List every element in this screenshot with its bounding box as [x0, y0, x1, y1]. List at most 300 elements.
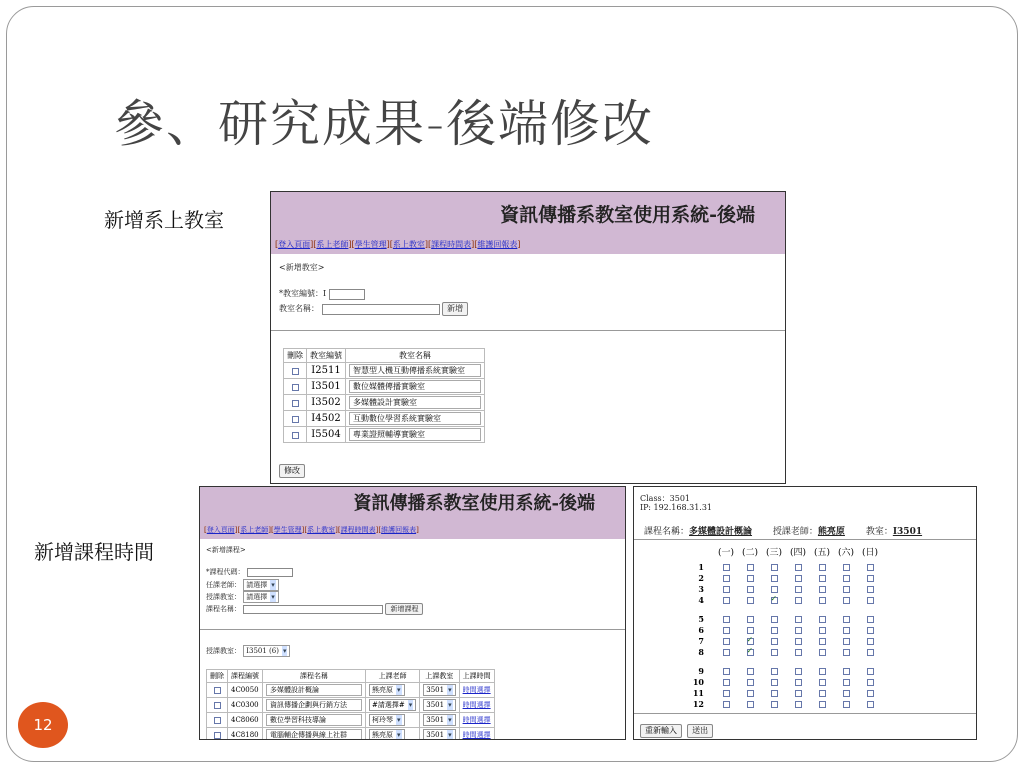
room-cell — [420, 698, 459, 713]
time-slot-checkbox[interactable] — [723, 627, 730, 634]
room-select-value: 3501 — [426, 686, 445, 694]
time-slot-checkbox[interactable] — [747, 679, 754, 686]
course-name-cell — [263, 698, 366, 713]
time-slot-checkbox[interactable] — [747, 597, 754, 604]
nav-bracket: ] — [234, 526, 238, 534]
time-slot-checkbox[interactable] — [795, 679, 802, 686]
time-select-link[interactable]: 時間選擇 — [462, 686, 491, 694]
time-slot-checkbox[interactable] — [843, 638, 850, 645]
time-slot-checkbox[interactable] — [819, 616, 826, 623]
table-row — [207, 713, 495, 728]
time-slot-checkbox[interactable] — [867, 627, 874, 634]
slot-cell — [786, 625, 810, 634]
nav-link-1[interactable]: 系上老師 — [240, 526, 269, 534]
slot-cell — [786, 699, 810, 708]
teacher-select-value: 熊亮原 — [372, 686, 393, 694]
time-slot-checkbox[interactable] — [795, 701, 802, 708]
period-row — [690, 594, 882, 605]
slot-cell — [714, 614, 738, 623]
nav-link-2[interactable]: 學生管理 — [354, 240, 387, 249]
chevron-down-icon: ▾ — [271, 581, 275, 589]
classroom-name-value[interactable]: 多媒體設計實驗室 — [349, 396, 481, 409]
time-slot-checkbox[interactable] — [843, 575, 850, 582]
course-name-value[interactable]: 多媒體設計概論 — [266, 684, 362, 696]
delete-checkbox[interactable] — [214, 732, 221, 739]
time-slot-checkbox[interactable] — [747, 575, 754, 582]
teacher-cell — [366, 683, 420, 698]
time-select-link[interactable]: 時間選擇 — [462, 701, 491, 709]
time-slot-checkbox[interactable] — [867, 668, 874, 675]
slot-cell — [810, 688, 834, 697]
slot-cell — [834, 688, 858, 697]
classroom-id-cell: I3501 — [307, 379, 346, 395]
period-label: 9 — [698, 665, 704, 676]
classroom-name-cell — [346, 427, 485, 443]
slot-cell — [786, 666, 810, 675]
add-course-button[interactable]: 新增課程 — [385, 603, 423, 615]
teacher-label: 任課老師： — [206, 581, 241, 589]
chevron-down-icon: ▾ — [448, 686, 452, 694]
time-slot-checkbox[interactable] — [723, 668, 730, 675]
slot-cell — [738, 699, 762, 708]
classroom-screenshot — [270, 191, 786, 484]
classroom-name-value[interactable]: 數位媒體傳播實驗室 — [349, 380, 481, 393]
period-row — [690, 646, 882, 657]
delete-checkbox[interactable] — [292, 416, 299, 423]
header-room: 上課教室 — [420, 670, 459, 683]
nav-link-0[interactable]: 登入頁面 — [206, 526, 235, 534]
course-table — [206, 669, 495, 740]
slot-cell — [714, 595, 738, 604]
slot-cell — [714, 677, 738, 686]
time-slot-checkbox[interactable] — [723, 701, 730, 708]
time-slot-checkbox[interactable] — [819, 649, 826, 656]
header-course-name: 課程名稱 — [263, 670, 366, 683]
time-slot-checkbox[interactable] — [843, 627, 850, 634]
classroom-table — [283, 348, 485, 443]
course-name-input[interactable] — [243, 605, 383, 614]
time-slot-checkbox[interactable] — [747, 638, 754, 645]
time-select-link[interactable]: 時間選擇 — [462, 716, 491, 724]
chevron-down-icon: ▾ — [448, 716, 452, 724]
nav-link-4[interactable]: 課程時間表 — [431, 240, 472, 249]
slot-cell — [786, 562, 810, 571]
time-slot-checkbox[interactable] — [795, 616, 802, 623]
course-name-value[interactable]: 電腦輔企傳播與線上社群 — [266, 729, 362, 740]
nav-bracket: ] — [471, 240, 475, 249]
slot-cell — [738, 562, 762, 571]
slot-cell — [738, 573, 762, 582]
banner-title: 資訊傳播系教室使用系統-後端 — [353, 493, 595, 514]
time-slot-checkbox[interactable] — [843, 668, 850, 675]
course-info-row — [644, 524, 922, 537]
nav-bar — [204, 525, 419, 535]
nav-bracket: [ — [304, 526, 308, 534]
slot-cell — [714, 573, 738, 582]
time-slot-checkbox[interactable] — [747, 616, 754, 623]
time-slot-checkbox[interactable] — [819, 668, 826, 675]
slot-cell — [786, 595, 810, 604]
time-slot-checkbox[interactable] — [771, 616, 778, 623]
time-slot-checkbox[interactable] — [723, 649, 730, 656]
time-slot-checkbox[interactable] — [795, 690, 802, 697]
nav-bracket: ] — [268, 526, 271, 534]
time-slot-checkbox[interactable] — [795, 564, 802, 571]
time-slot-checkbox[interactable] — [819, 638, 826, 645]
time-slot-checkbox[interactable] — [771, 701, 778, 708]
chevron-down-icon: ▾ — [448, 701, 452, 709]
slide-title: 參、研究成果-後端修改 — [114, 95, 655, 153]
teacher-cell — [366, 698, 420, 713]
nav-link-4[interactable]: 課程時間表 — [340, 526, 376, 534]
time-slot-checkbox[interactable] — [843, 616, 850, 623]
slot-cell — [786, 647, 810, 656]
nav-bracket: ] — [416, 526, 419, 534]
teacher-select-value: 柯玲琴 — [372, 716, 393, 724]
time-slot-checkbox[interactable] — [747, 668, 754, 675]
time-slot-checkbox[interactable] — [795, 668, 802, 675]
day-header: (六) — [837, 548, 855, 558]
room-select-value: 3501 — [426, 731, 445, 739]
nav-link-5[interactable]: 維護回報表 — [477, 240, 518, 249]
filter-select[interactable] — [243, 645, 290, 657]
banner — [271, 192, 785, 254]
teacher-label: 授課老師： — [772, 527, 818, 537]
time-slot-checkbox[interactable] — [795, 586, 802, 593]
teacher-select-value: #請選擇# — [372, 701, 405, 709]
time-slot-checkbox[interactable] — [867, 701, 874, 708]
time-slot-checkbox[interactable] — [771, 597, 778, 604]
nav-link-1[interactable]: 系上老師 — [316, 240, 349, 249]
slot-cell — [762, 636, 786, 645]
nav-link-3[interactable]: 系上教室 — [392, 240, 425, 249]
table-row — [284, 395, 485, 411]
time-slot-checkbox[interactable] — [843, 679, 850, 686]
teacher-select[interactable] — [369, 684, 405, 696]
slot-cell — [714, 647, 738, 656]
room-select-value: 3501 — [426, 716, 445, 724]
classroom-id-prefix: I — [323, 289, 327, 298]
slot-cell — [810, 595, 834, 604]
classroom-id-cell: I3502 — [307, 395, 346, 411]
time-slot-checkbox[interactable] — [843, 701, 850, 708]
delete-cell — [207, 713, 228, 728]
period-label: 5 — [698, 613, 704, 624]
time-slot-checkbox[interactable] — [747, 586, 754, 593]
time-slot-checkbox[interactable] — [867, 616, 874, 623]
nav-bracket: [ — [337, 526, 341, 534]
delete-checkbox[interactable] — [214, 687, 221, 694]
time-slot-checkbox[interactable] — [795, 597, 802, 604]
delete-checkbox[interactable] — [214, 702, 221, 709]
delete-checkbox[interactable] — [292, 368, 299, 375]
time-slot-checkbox[interactable] — [771, 690, 778, 697]
room-select[interactable] — [243, 591, 279, 603]
day-header: (四) — [789, 548, 807, 558]
delete-cell — [207, 698, 228, 713]
submit-button[interactable]: 送出 — [687, 724, 713, 738]
period-label: 1 — [698, 561, 704, 572]
teacher-select[interactable] — [369, 729, 405, 740]
teacher-select[interactable] — [369, 714, 405, 726]
time-slot-checkbox[interactable] — [843, 649, 850, 656]
time-slot-checkbox[interactable] — [723, 616, 730, 623]
day-header-row — [714, 545, 882, 558]
modify-button[interactable]: 修改 — [279, 464, 305, 478]
table-row — [207, 683, 495, 698]
nav-bracket: ] — [386, 240, 390, 249]
add-button[interactable]: 新增 — [442, 302, 468, 316]
classroom-id-cell: I4502 — [307, 411, 346, 427]
table-row — [284, 411, 485, 427]
slot-cell — [810, 677, 834, 686]
slot-cell — [810, 562, 834, 571]
slot-cell — [810, 699, 834, 708]
reset-button[interactable]: 重新輸入 — [640, 724, 682, 738]
room-row — [206, 591, 279, 603]
time-slot-checkbox[interactable] — [843, 564, 850, 571]
classroom-id-cell: I5504 — [307, 427, 346, 443]
slot-cell — [858, 699, 882, 708]
time-slot-checkbox[interactable] — [819, 690, 826, 697]
divider — [271, 330, 785, 331]
nav-bracket: [ — [270, 526, 274, 534]
time-slot-checkbox[interactable] — [819, 679, 826, 686]
time-slot-checkbox[interactable] — [819, 597, 826, 604]
period-label: 4 — [698, 594, 704, 605]
divider — [634, 539, 976, 540]
time-slot-checkbox[interactable] — [747, 701, 754, 708]
time-slot-checkbox[interactable] — [843, 597, 850, 604]
course-code-row — [206, 567, 293, 577]
table-row — [207, 698, 495, 713]
slot-cell — [738, 636, 762, 645]
time-slot-checkbox[interactable] — [819, 701, 826, 708]
slot-cell — [858, 595, 882, 604]
header-delete: 刪除 — [207, 670, 228, 683]
time-slot-checkbox[interactable] — [867, 564, 874, 571]
time-slot-checkbox[interactable] — [771, 627, 778, 634]
nav-link-0[interactable]: 登入頁面 — [278, 240, 311, 249]
time-slot-checkbox[interactable] — [771, 564, 778, 571]
classroom-name-value[interactable]: 智慧型人機互動傳播系統實驗室 — [349, 364, 481, 377]
caption-course: 新增課程時間 — [34, 540, 154, 564]
nav-bracket: [ — [275, 240, 279, 249]
delete-cell — [207, 683, 228, 698]
teacher-select-value: 請選擇 — [246, 581, 268, 589]
classroom-name-value[interactable]: 專業證照輔導實驗室 — [349, 428, 481, 441]
classroom-name-cell — [346, 411, 485, 427]
period-row — [690, 665, 882, 676]
slot-cell — [834, 636, 858, 645]
course-screenshot — [199, 486, 626, 740]
delete-cell — [284, 379, 307, 395]
slot-cell — [858, 647, 882, 656]
slot-cell — [714, 562, 738, 571]
time-slot-checkbox[interactable] — [771, 649, 778, 656]
chevron-down-icon: ▾ — [408, 701, 413, 709]
time-slot-checkbox[interactable] — [747, 627, 754, 634]
slot-cell — [834, 562, 858, 571]
time-slot-checkbox[interactable] — [771, 575, 778, 582]
course-name-row — [206, 603, 423, 615]
table-row — [284, 427, 485, 443]
time-slot-checkbox[interactable] — [771, 586, 778, 593]
classroom-name-value[interactable]: 互動數位學習系統實驗室 — [349, 412, 481, 425]
time-slot-checkbox[interactable] — [723, 597, 730, 604]
period-row — [690, 698, 882, 709]
banner-title: 資訊傳播系教室使用系統-後端 — [500, 204, 755, 226]
course-name-cell — [263, 728, 366, 741]
table-row — [207, 728, 495, 741]
time-slot-checkbox[interactable] — [723, 638, 730, 645]
time-slot-checkbox[interactable] — [747, 649, 754, 656]
teacher-cell — [366, 728, 420, 741]
slot-cell — [858, 614, 882, 623]
nav-bracket: ] — [310, 240, 314, 249]
time-slot-checkbox[interactable] — [723, 679, 730, 686]
time-slot-checkbox[interactable] — [795, 638, 802, 645]
slot-cell — [762, 677, 786, 686]
slot-cell — [810, 647, 834, 656]
chevron-down-icon: ▾ — [271, 593, 275, 601]
slot-cell — [786, 584, 810, 593]
ip-line: IP: 192.168.31.31 — [640, 503, 713, 512]
classroom-id-row — [279, 288, 365, 300]
time-slot-checkbox[interactable] — [867, 597, 874, 604]
time-slot-checkbox[interactable] — [771, 638, 778, 645]
room-select[interactable] — [423, 729, 455, 740]
nav-bracket: ] — [375, 526, 379, 534]
filter-row — [206, 645, 290, 657]
delete-checkbox[interactable] — [292, 400, 299, 407]
time-slot-checkbox[interactable] — [867, 575, 874, 582]
day-header: (五) — [813, 548, 831, 558]
classroom-name-cell — [346, 395, 485, 411]
slot-cell — [738, 595, 762, 604]
room-label: 教室： — [865, 527, 893, 537]
time-slot-checkbox[interactable] — [771, 679, 778, 686]
slot-cell — [810, 666, 834, 675]
time-slot-checkbox[interactable] — [867, 649, 874, 656]
slot-cell — [834, 699, 858, 708]
time-slot-checkbox[interactable] — [843, 586, 850, 593]
slot-cell — [762, 688, 786, 697]
classroom-name-input[interactable] — [322, 304, 440, 315]
header-time: 上課時間 — [459, 670, 494, 683]
time-cell — [459, 698, 494, 713]
time-slot-checkbox[interactable] — [723, 575, 730, 582]
slot-cell — [858, 666, 882, 675]
time-slot-checkbox[interactable] — [747, 564, 754, 571]
page-number: 12 — [18, 702, 68, 748]
course-code-label: *課程代碼： — [206, 568, 245, 576]
course-name-value[interactable]: 數位學習科技導論 — [266, 714, 362, 726]
slot-cell — [714, 666, 738, 675]
time-slot-checkbox[interactable] — [843, 690, 850, 697]
delete-checkbox[interactable] — [292, 384, 299, 391]
slot-cell — [834, 584, 858, 593]
time-slot-checkbox[interactable] — [819, 564, 826, 571]
course-name-cell — [263, 713, 366, 728]
nav-link-3[interactable]: 系上教室 — [307, 526, 336, 534]
time-slot-checkbox[interactable] — [795, 575, 802, 582]
delete-cell — [284, 411, 307, 427]
day-header: (一) — [717, 548, 735, 558]
teacher-select[interactable] — [243, 579, 279, 591]
classroom-name-label: 教室名稱： — [279, 304, 319, 313]
nav-bracket: [ — [237, 526, 241, 534]
slot-cell — [714, 688, 738, 697]
time-cell — [459, 713, 494, 728]
time-slot-checkbox[interactable] — [867, 586, 874, 593]
chevron-down-icon: ▾ — [397, 716, 401, 724]
slot-cell — [810, 584, 834, 593]
divider — [634, 713, 976, 714]
time-slot-checkbox[interactable] — [723, 586, 730, 593]
nav-link-2[interactable]: 學生管理 — [273, 526, 302, 534]
classroom-id-input[interactable] — [329, 289, 365, 300]
time-slot-checkbox[interactable] — [819, 586, 826, 593]
period-row — [690, 635, 882, 646]
room-select[interactable] — [423, 714, 455, 726]
time-slot-checkbox[interactable] — [723, 564, 730, 571]
time-slot-checkbox[interactable] — [867, 638, 874, 645]
room-select[interactable] — [423, 684, 455, 696]
room-cell — [420, 683, 459, 698]
time-slot-checkbox[interactable] — [795, 649, 802, 656]
time-slot-checkbox[interactable] — [747, 690, 754, 697]
course-name-cell — [263, 683, 366, 698]
course-name-value[interactable]: 資訊傳播企劃與行銷方法 — [266, 699, 362, 711]
period-row — [690, 583, 882, 594]
period-label: 6 — [698, 624, 704, 635]
slot-cell — [786, 636, 810, 645]
nav-bracket: [ — [204, 526, 207, 534]
delete-cell — [207, 728, 228, 741]
slot-cell — [738, 584, 762, 593]
delete-checkbox[interactable] — [292, 432, 299, 439]
slot-cell — [858, 584, 882, 593]
nav-link-5[interactable]: 維護回報表 — [381, 526, 417, 534]
time-slot-checkbox[interactable] — [819, 627, 826, 634]
slot-cell — [738, 647, 762, 656]
period-row — [690, 561, 882, 572]
delete-checkbox[interactable] — [214, 717, 221, 724]
slot-cell — [738, 614, 762, 623]
time-slot-checkbox[interactable] — [867, 690, 874, 697]
chevron-down-icon: ▾ — [397, 686, 401, 694]
slot-cell — [714, 636, 738, 645]
room-select[interactable] — [423, 699, 455, 711]
course-code-input[interactable] — [247, 568, 293, 577]
time-slot-checkbox[interactable] — [795, 627, 802, 634]
slot-cell — [786, 677, 810, 686]
time-slot-checkbox[interactable] — [819, 575, 826, 582]
chevron-down-icon: ▾ — [448, 731, 452, 739]
time-slot-checkbox[interactable] — [771, 668, 778, 675]
time-slot-checkbox[interactable] — [867, 679, 874, 686]
time-select-link[interactable]: 時間選擇 — [462, 731, 491, 739]
period-row — [690, 624, 882, 635]
slot-cell — [834, 666, 858, 675]
slot-cell — [762, 666, 786, 675]
classroom-name-row — [279, 302, 468, 316]
time-slot-checkbox[interactable] — [723, 690, 730, 697]
nav-bracket: [ — [313, 240, 317, 249]
teacher-select[interactable] — [369, 699, 416, 711]
slot-cell — [762, 647, 786, 656]
